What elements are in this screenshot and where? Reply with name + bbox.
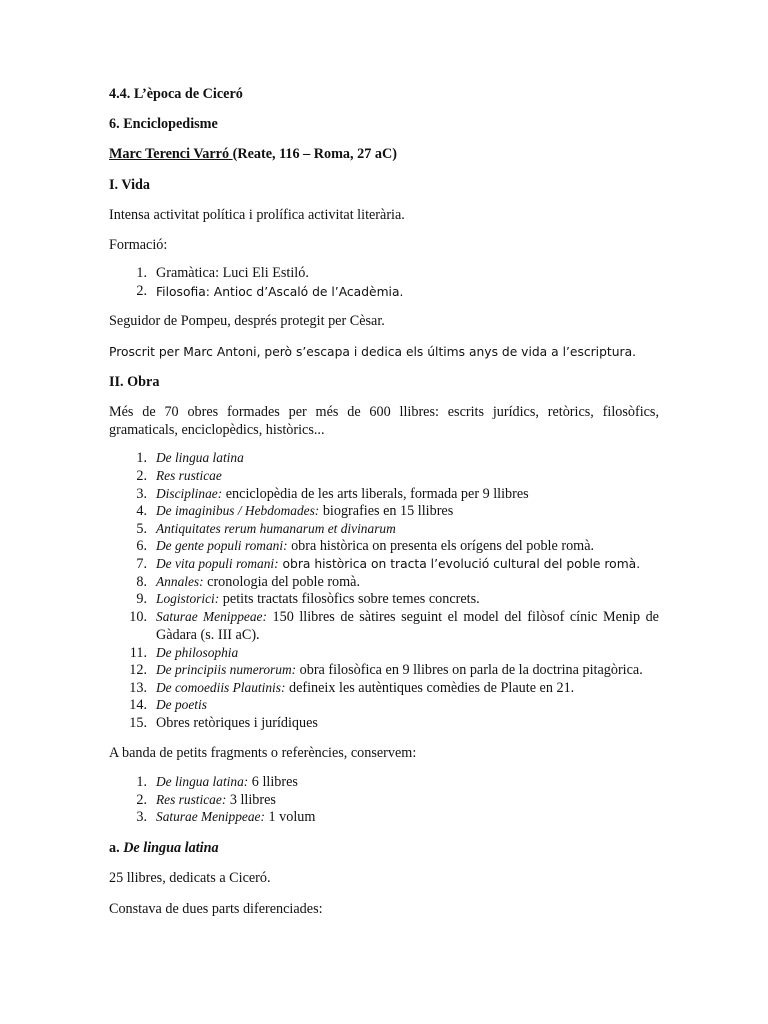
list-item: 11. De philosophia: [129, 645, 239, 661]
author-heading: [109, 145, 397, 163]
list-item: 3. Saturae Menippeae: 1 volum: [136, 809, 316, 825]
list-item: 13. De comoediis Plautinis: defineix les autèntiques comèdies de Plaute en 21.: [129, 680, 575, 696]
pompeu-line: Seguidor de Pompeu, després protegit per Cèsar.: [109, 313, 385, 329]
obra-heading: II. Obra: [109, 374, 160, 390]
author-dates: (Reate, 116 – Roma, 27 aC): [232, 146, 397, 162]
de-lingua-parts: Constava de dues parts diferenciades:: [109, 901, 323, 917]
obra-intro-line-2: gramaticals, enciclopèdics, històrics...: [109, 422, 325, 438]
list-item: 3. Disciplinae: enciclopèdia de les arts liberals, formada per 9 llibres: [136, 486, 529, 502]
author-name: Marc Terenci Varró: [109, 146, 233, 162]
section-heading: 4.4. L’època de Ciceró: [109, 86, 243, 102]
list-item: 2. Res rusticae: 3 llibres: [136, 792, 276, 808]
list-item: 9. Logistorici: petits tractats filosòfics sobre temes concrets.: [136, 591, 480, 607]
list-item: 12. De principiis numerorum: obra filosòfica en 9 llibres on parla de la doctrina pitagòrica.: [129, 662, 643, 678]
vida-intro: Intensa activitat política i prolífica activitat literària.: [109, 207, 405, 223]
list-item: 1. De lingua latina: 6 llibres: [136, 774, 298, 790]
obra-intro-line-1: Més de 70 obres formades per més de 600 llibres: escrits jurídics, retòrics, filosòfics,: [109, 404, 659, 420]
list-item: 1. Gramàtica: Luci Eli Estiló.: [136, 265, 309, 281]
list-item: 5. Antiquitates rerum humanarum et divinarum: [136, 521, 396, 537]
list-item: 7. De vita populi romani: obra històrica on tracta l’evolució cultural del poble romà.: [136, 556, 641, 572]
list-item: 14. De poetis: [129, 697, 207, 713]
list-item: 10. Saturae Menippeae: 150 llibres de sàtires seguint el model del filòsof cínic Menip de Gàdara (s. III aC).: [129, 609, 659, 643]
de-lingua-dedicats: 25 llibres, dedicats a Ciceró.: [109, 870, 271, 886]
conservem-intro: A banda de petits fragments o referències, conservem:: [109, 745, 417, 761]
list-item: 2. Res rusticae: [136, 468, 222, 484]
list-item: 15. Obres retòriques i jurídiques: [129, 715, 318, 731]
list-item: 2. Filosofia: Antioc d’Ascaló de l’Acadèmia.: [136, 283, 404, 299]
list-item: 8. Annales: cronologia del poble romà.: [136, 574, 361, 590]
list-item: 6. De gente populi romani: obra històrica on presenta els orígens del poble romà.: [136, 538, 595, 554]
de-lingua-heading: a. De lingua latina: [109, 840, 219, 856]
subsection-heading: 6. Enciclopedisme: [109, 116, 218, 132]
formacio-label: Formació:: [109, 237, 168, 253]
list-item: 4. De imaginibus / Hebdomades: biografies en 15 llibres: [136, 503, 454, 519]
list-item: 1. De lingua latina: [136, 450, 244, 466]
proscrit-line: Proscrit per Marc Antoni, però s’escapa i dedica els últims anys de vida a l’escriptura.: [109, 345, 637, 359]
vida-heading: I. Vida: [109, 177, 151, 193]
